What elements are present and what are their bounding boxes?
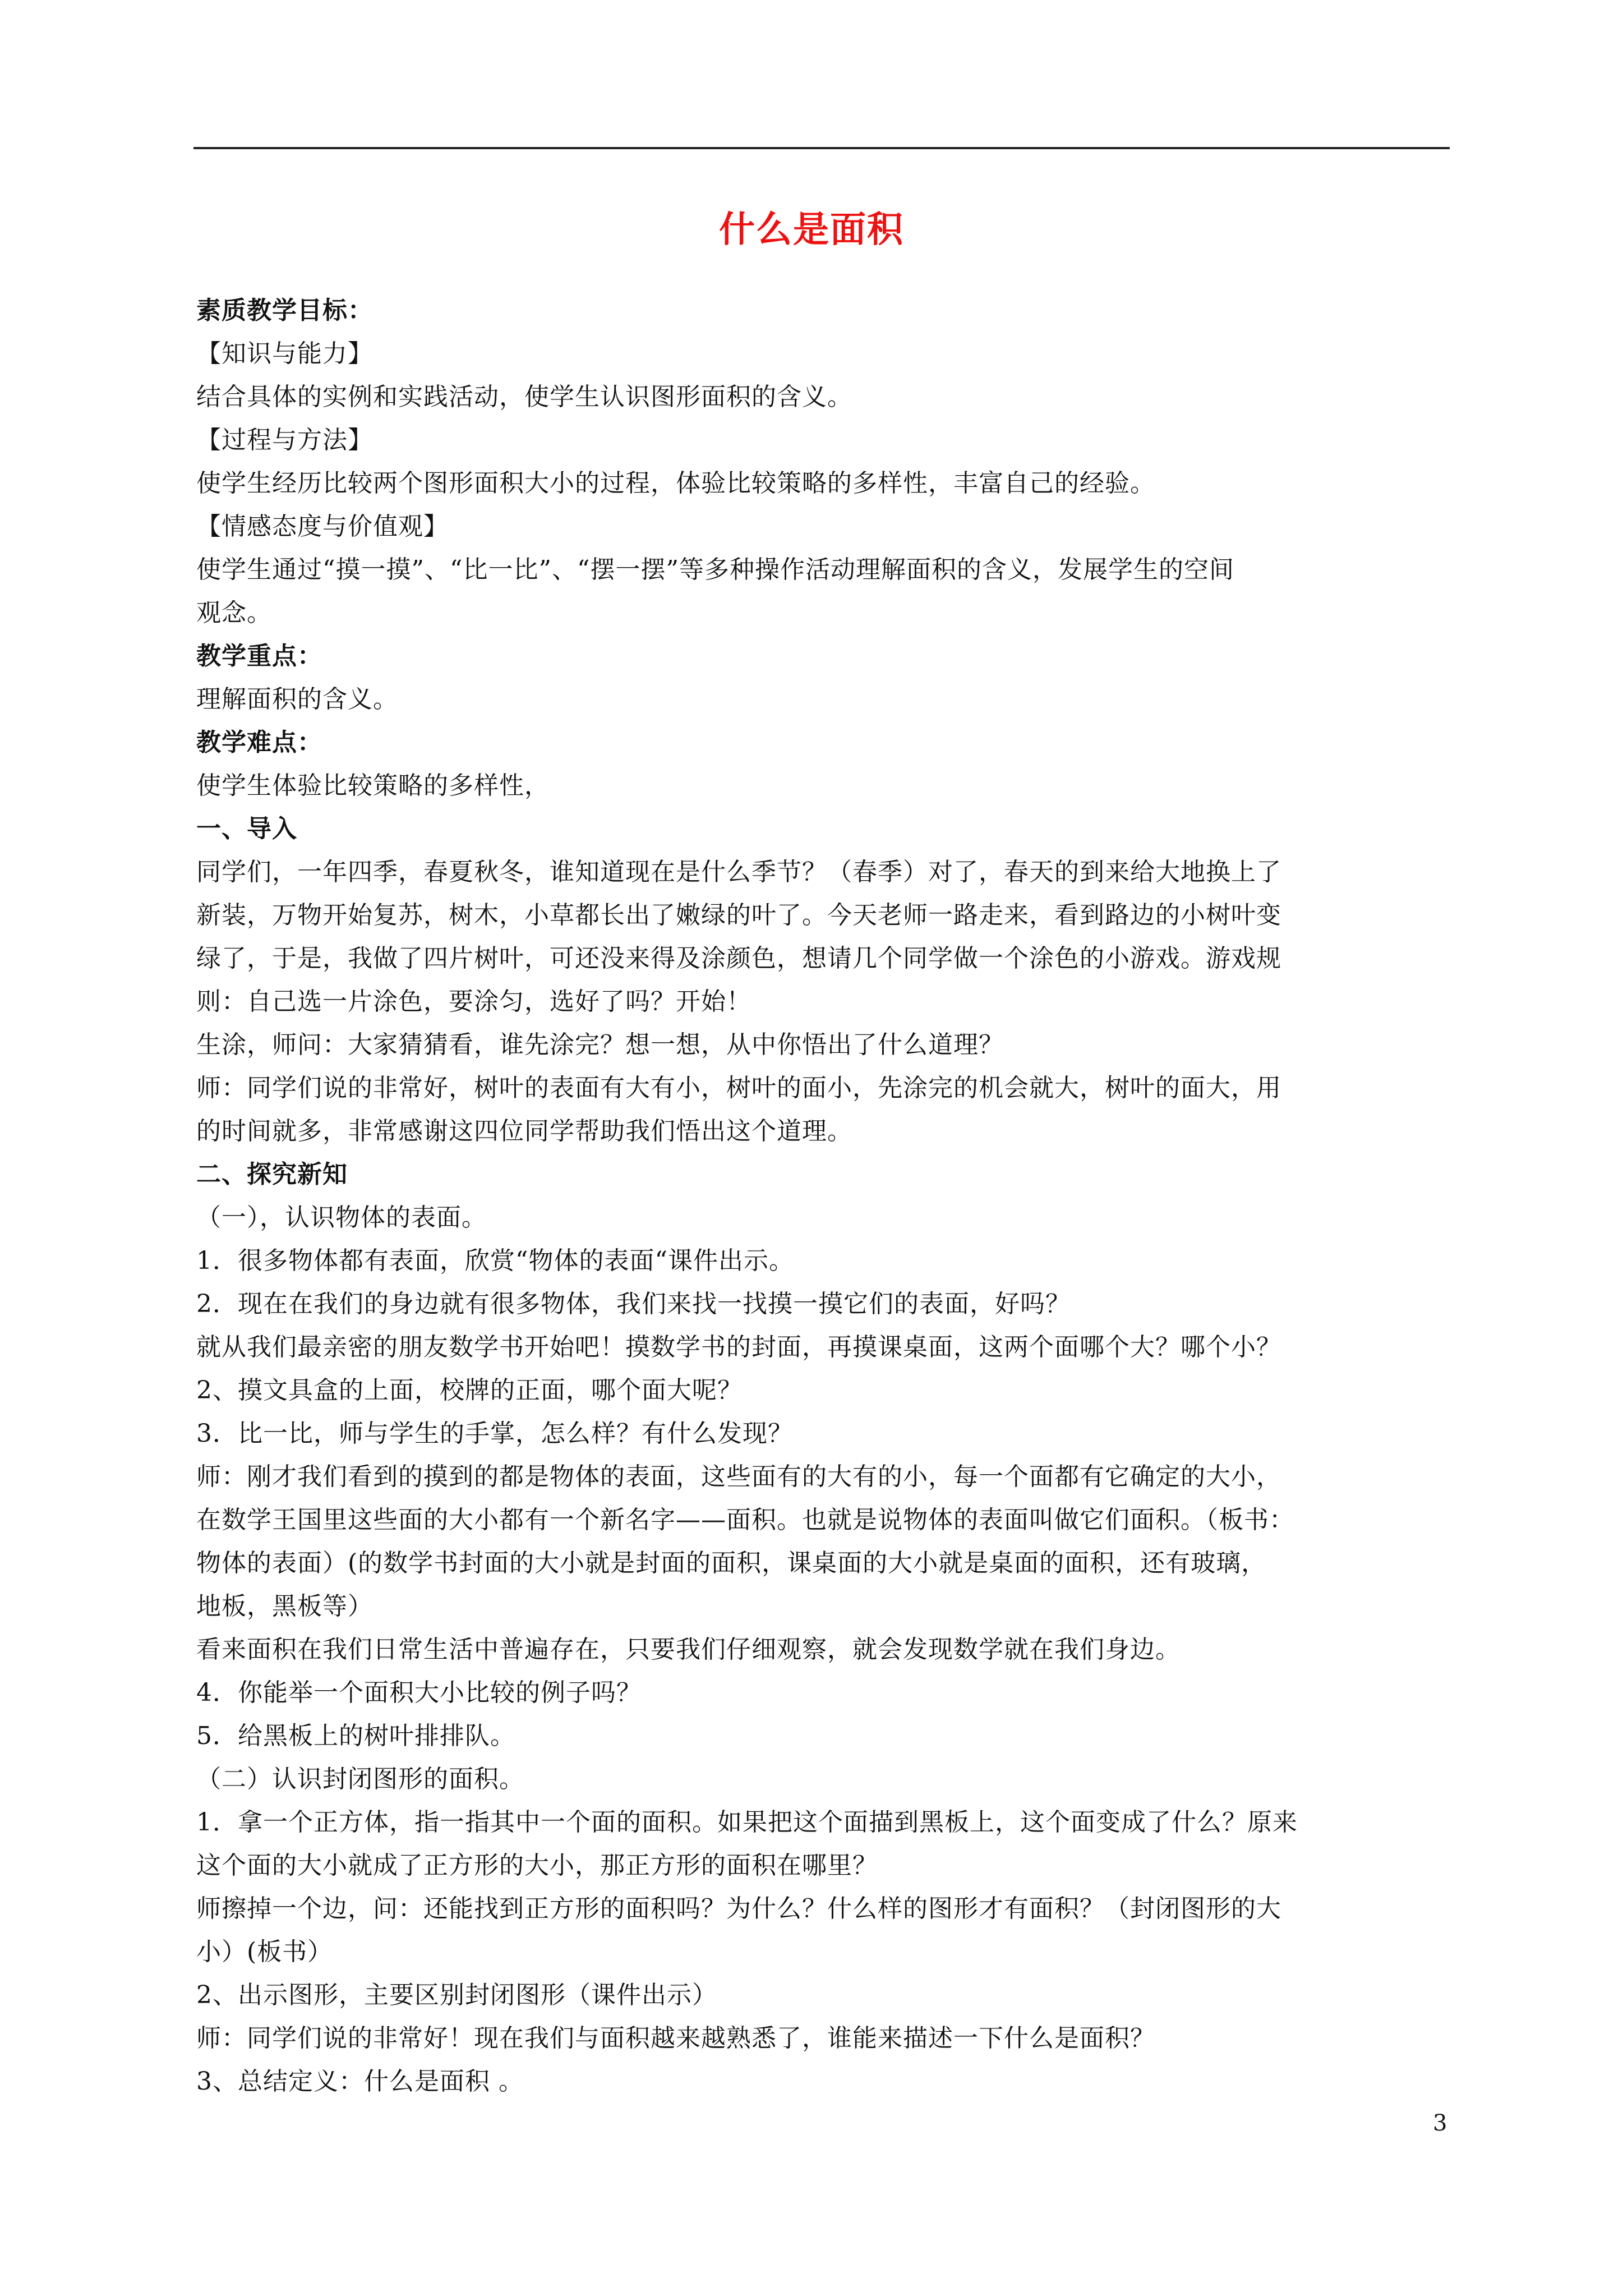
body-text-line: 2、出示图形，主要区别封闭图形（课件出示） — [196, 1981, 717, 2009]
body-text-line: 新装，万物开始复苏，树木，小草都长出了嫩绿的叶了。今天老师一路走来，看到路边的小树叶变 — [196, 901, 1281, 930]
body-text-line: 【过程与方法】 — [196, 426, 373, 454]
body-text-line: 师：同学们说的非常好，树叶的表面有大有小，树叶的面小，先涂完的机会就大，树叶的面大，用 — [196, 1074, 1281, 1102]
body-text-line: 地板，黑板等） — [196, 1592, 373, 1621]
body-text-line: 4．你能举一个面积大小比较的例子吗？ — [196, 1678, 642, 1707]
body-text-line: 这个面的大小就成了正方形的大小，那正方形的面积在哪里？ — [196, 1851, 878, 1880]
body-text-line: 【知识与能力】 — [196, 339, 373, 368]
body-text-line: 则：自己选一片涂色，要涂匀，选好了吗？开始！ — [196, 987, 751, 1016]
body-text-line: 同学们，一年四季，春夏秋冬，谁知道现在是什么季节？（春季）对了，春天的到来给大地换上了 — [196, 858, 1281, 886]
body-text-line: 结合具体的实例和实践活动，使学生认识图形面积的含义。 — [196, 383, 852, 411]
body-text-line: 小）(板书） — [196, 1938, 333, 1966]
body-text-line: 绿了，于是，我做了四片树叶，可还没来得及涂颜色，想请几个同学做一个涂色的小游戏。游戏规 — [196, 944, 1281, 973]
body-text-line: 观念。 — [196, 599, 272, 627]
body-text-line: （一），认识物体的表面。 — [196, 1203, 487, 1232]
section-heading: 教学重点： — [196, 642, 322, 670]
body-text-line: 1．拿一个正方体，指一指其中一个面的面积。如果把这个面描到黑板上，这个面变成了什么？原来 — [196, 1808, 1298, 1837]
page-number: 3 — [1433, 2110, 1447, 2136]
section-heading: 一、导入 — [196, 815, 297, 843]
body-text-line: 使学生体验比较策略的多样性， — [196, 771, 550, 800]
header-rule — [193, 147, 1450, 149]
body-text-line: 5．给黑板上的树叶排排队。 — [196, 1722, 515, 1750]
body-text-line: 师：刚才我们看到的摸到的都是物体的表面，这些面有的大有的小，每一个面都有它确定的大小， — [196, 1462, 1281, 1491]
body-text-line: 在数学王国里这些面的大小都有一个新名字——面积。也就是说物体的表面叫做它们面积。（板书： — [196, 1506, 1294, 1534]
body-text-line: 理解面积的含义。 — [196, 685, 398, 714]
body-text-line: 2、摸文具盒的上面，校牌的正面，哪个面大呢？ — [196, 1376, 743, 1405]
body-text-line: 2．现在在我们的身边就有很多物体，我们来找一找摸一摸它们的表面，好吗？ — [196, 1290, 1071, 1318]
body-text-line: 看来面积在我们日常生活中普遍存在，只要我们仔细观察，就会发现数学就在我们身边。 — [196, 1635, 1181, 1664]
body-text-line: 生涂，师问：大家猜猜看，谁先涂完？想一想，从中你悟出了什么道理？ — [196, 1030, 1004, 1059]
body-text-line: 物体的表面）(的数学书封面的大小就是封面的面积，课桌面的大小就是桌面的面积，还有玻璃， — [196, 1549, 1267, 1577]
body-text-line: 师：同学们说的非常好！现在我们与面积越来越熟悉了，谁能来描述一下什么是面积？ — [196, 2024, 1155, 2053]
body-text-line: 1．很多物体都有表面，欣赏“物体的表面“课件出示。 — [196, 1246, 794, 1275]
section-heading: 素质教学目标： — [196, 296, 373, 325]
body-text-line: 3．比一比，师与学生的手掌，怎么样？有什么发现？ — [196, 1419, 793, 1448]
body-text-line: 3、总结定义：什么是面积 。 — [196, 2067, 524, 2096]
body-text-line: 的时间就多，非常感谢这四位同学帮助我们悟出这个道理。 — [196, 1117, 852, 1145]
document-body — [196, 289, 1447, 2103]
section-heading: 教学难点： — [196, 728, 322, 757]
body-text-line: 使学生经历比较两个图形面积大小的过程，体验比较策略的多样性，丰富自己的经验。 — [196, 469, 1155, 498]
body-text-line: 师擦掉一个边，问：还能找到正方形的面积吗？为什么？什么样的图形才有面积？（封闭图形的大 — [196, 1894, 1281, 1923]
body-text-line: 【情感态度与价值观】 — [196, 512, 449, 541]
body-text-line: 就从我们最亲密的朋友数学书开始吧！摸数学书的封面，再摸课桌面，这两个面哪个大？哪个小？ — [196, 1333, 1281, 1361]
body-text-line: （二）认识封闭图形的面积。 — [196, 1765, 524, 1793]
page-title: 什么是面积 — [719, 209, 904, 251]
section-heading: 二、探究新知 — [196, 1160, 348, 1189]
body-text-line: 使学生通过“摸一摸”、“比一比”、“摆一摆”等多种操作活动理解面积的含义，发展学生的空间 — [196, 555, 1234, 584]
